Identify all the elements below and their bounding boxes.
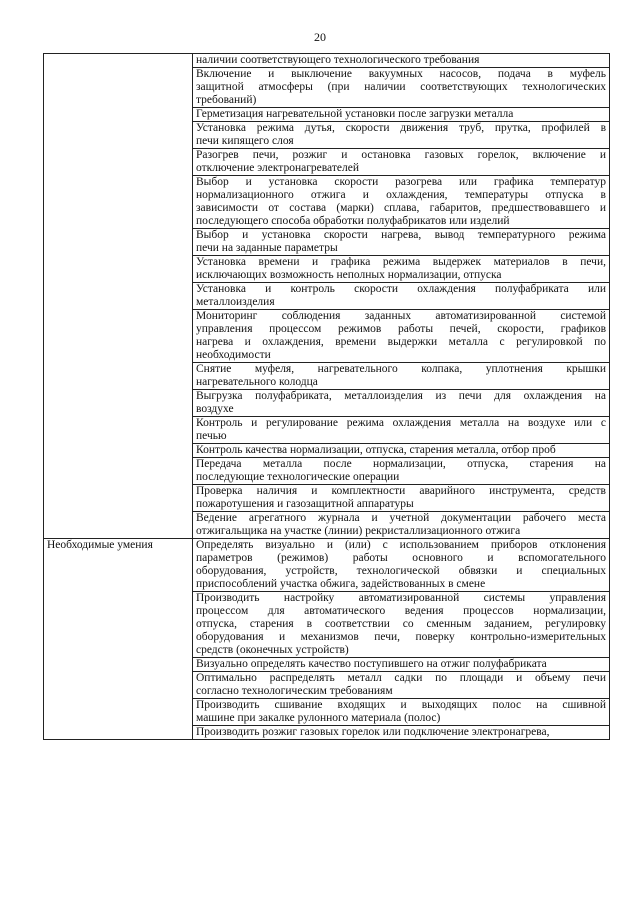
cell-text-line: защитной атмосферы (при наличии соответствующих технологических xyxy=(196,81,606,93)
table-cell xyxy=(193,283,610,310)
cell-text-line: оборудования и механизмов печи, поверку контрольно-измерительных xyxy=(196,631,606,643)
cell-text-line: Выбор и установка скорости разогрева или графика температур xyxy=(196,176,606,188)
table-cell xyxy=(193,699,610,726)
cell-text-line: Контроль и регулирование режима охлаждения металла на воздухе или с xyxy=(196,417,606,429)
cell-text-line: управления процессом режимов работы печей, скорости, графиков xyxy=(196,323,606,335)
cell-text-line: последующие технологические операции xyxy=(196,471,400,483)
table-row xyxy=(44,539,610,592)
table-cell xyxy=(193,539,610,592)
table-cell xyxy=(193,417,610,444)
cell-text-line: Установка режима дутья, скорости движения труб, прутка, профилей в xyxy=(196,122,606,134)
cell-text-line: Включение и выключение вакуумных насосов, подача в муфель xyxy=(196,68,606,80)
cell-text-line: Передача металла после нормализации, отпуска, старения на xyxy=(196,458,606,470)
cell-text-line: Выбор и установка скорости нагрева, вывод температурного режима xyxy=(196,229,606,241)
cell-text-line: согласно технологическим требованиям xyxy=(196,685,393,697)
cell-text-line: Мониторинг соблюдения заданных автоматизированной системой xyxy=(196,310,606,322)
cell-text-line: пожаротушения и газозащитной аппаратуры xyxy=(196,498,414,510)
cell-text-line: Выгрузка полуфабриката, металлоизделия из печи для охлаждения на xyxy=(196,390,606,402)
cell-text-line: Производить настройку автоматизированной системы управления xyxy=(196,592,606,604)
cell-text-line: Контроль качества нормализации, отпуска, старения металла, отбор проб xyxy=(196,444,556,456)
cell-text-line: исключающих возможность неполных нормализации, отпуска xyxy=(196,269,502,281)
cell-text-line: воздухе xyxy=(196,403,234,415)
table-cell xyxy=(193,363,610,390)
section-label: Необходимые умения xyxy=(44,539,193,740)
cell-text-line: Снятие муфеля, нагревательного колпака, уплотнения крышки xyxy=(196,363,606,375)
cell-text-line: Производить сшивание входящих и выходящих полос на сшивной xyxy=(196,699,606,711)
cell-text-line: металлоизделия xyxy=(196,296,275,308)
cell-text-line: отключение электронагревателей xyxy=(196,162,359,174)
table-cell xyxy=(193,122,610,149)
table-cell xyxy=(193,229,610,256)
cell-text-line: средств (оконечных устройств) xyxy=(196,644,349,656)
table-cell xyxy=(193,444,610,458)
cell-text-line: нагрева и охлаждения, времени выдержки металла с регулировкой по xyxy=(196,336,606,348)
cell-text-line: приспособлений участка обжига, задействованных в смене xyxy=(196,578,486,590)
cell-text-line: отпуска, старения в соответствии со сменным заданием, регулировку xyxy=(196,618,606,630)
table-cell xyxy=(193,149,610,176)
table-cell xyxy=(193,176,610,229)
cell-text-line: Оптимально распределять металл садки по площади и объему печи xyxy=(196,672,606,684)
cell-text-line: печи на заданные параметры xyxy=(196,242,338,254)
table-cell xyxy=(193,726,610,740)
table-row xyxy=(44,54,610,68)
page-number: 20 xyxy=(314,30,326,44)
table-cell xyxy=(193,256,610,283)
cell-text-line: требований) xyxy=(196,94,257,106)
table-cell xyxy=(193,310,610,363)
table-cell xyxy=(193,54,610,68)
cell-text-line: Ведение агрегатного журнала и учетной документации рабочего места xyxy=(196,512,606,524)
cell-text-line: отжигальщика на участке (линии) рекристаллизационного отжига xyxy=(196,525,521,537)
cell-text-line: нормализационного отжига и охлаждения, температуры отпуска в xyxy=(196,189,606,201)
cell-text-line: печью xyxy=(196,430,227,442)
competency-table xyxy=(43,53,610,740)
cell-text-line: последующего способа обработки полуфабрикатов или изделий xyxy=(196,215,510,227)
cell-text-line: зависимости от состава (марки) сплава, габаритов, предшествовавшего и xyxy=(196,202,606,214)
cell-text-line: Производить розжиг газовых горелок или подключение электронагрева, xyxy=(196,726,550,738)
cell-text-line: необходимости xyxy=(196,349,271,361)
cell-text-line: Визуально определять качество поступившего на отжиг полуфабриката xyxy=(196,658,547,670)
section-label xyxy=(44,54,193,539)
cell-text-line: машине при закалке рулонного материала (полос) xyxy=(196,712,441,724)
cell-text-line: наличии соответствующего технологического требования xyxy=(196,54,480,66)
cell-text-line: нагревательного колодца xyxy=(196,376,318,388)
cell-text-line: процессом для автоматического ведения процессов нормализации, xyxy=(196,605,606,617)
cell-text-line: Разогрев печи, розжиг и остановка газовых горелок, включение и xyxy=(196,149,606,161)
table-cell xyxy=(193,658,610,672)
cell-text-line: Установка времени и графика режима выдержек материалов в печи, xyxy=(196,256,606,268)
table-cell xyxy=(193,68,610,108)
table-cell xyxy=(193,592,610,658)
table-cell xyxy=(193,390,610,417)
cell-text-line: оборудования, устройств, технологической обвязки и специальных xyxy=(196,565,606,577)
cell-text-line: Определять визуально и (или) с использованием приборов отклонения xyxy=(196,539,606,551)
table-cell xyxy=(193,458,610,485)
table-cell xyxy=(193,485,610,512)
cell-text-line: печи кипящего слоя xyxy=(196,135,294,147)
cell-text-line: параметров (режимов) работы основного и вспомогательного xyxy=(196,552,606,564)
cell-text-line: Проверка наличия и комплектности аварийного инструмента, средств xyxy=(196,485,606,497)
table-cell xyxy=(193,512,610,539)
cell-text-line: Установка и контроль скорости охлаждения полуфабриката или xyxy=(196,283,606,295)
cell-text-line: Герметизация нагревательной установки после загрузки металла xyxy=(196,108,514,120)
table-cell xyxy=(193,672,610,699)
table-cell xyxy=(193,108,610,122)
